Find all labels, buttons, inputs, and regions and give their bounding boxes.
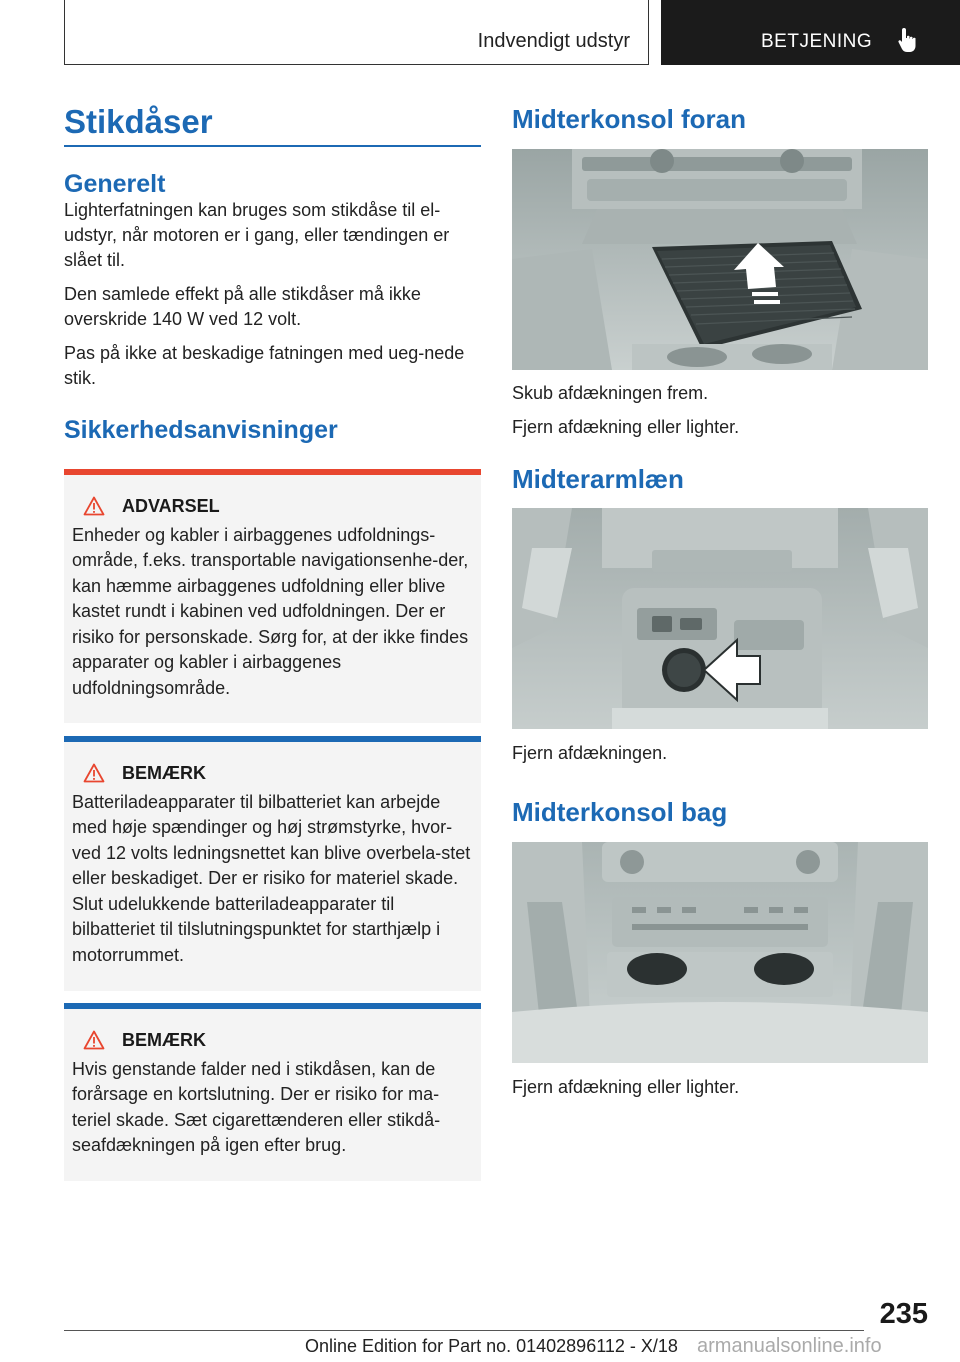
notice-2-label: BEMÆRK: [122, 1029, 206, 1050]
rear-console-step: Fjern afdækning eller lighter.: [512, 1077, 740, 1097]
armrest-heading: Midterarmlæn: [512, 464, 684, 494]
rear-console-heading: Midterkonsol bag: [512, 797, 728, 827]
warning-triangle-icon: [83, 496, 105, 516]
notice-1-box: [64, 742, 481, 991]
notice-1-label: BEMÆRK: [122, 762, 206, 783]
footer-rule: [64, 1330, 864, 1331]
general-heading: Generelt: [64, 169, 166, 198]
notice-1-title: [72, 763, 473, 784]
warning-title: [72, 496, 473, 517]
pointing-hand-icon: [897, 27, 919, 53]
armrest-step: Fjern afdækningen.: [512, 743, 668, 763]
right-column: [512, 100, 928, 1100]
notice-2-title: [72, 1030, 473, 1051]
page-title: Stikdåser: [64, 103, 213, 140]
notice-1-text: Batteriladeapparater til bilbatteriet kan arbejde med høje spændinger og høj strømstyrke, hvor-ved 12 volts ledningsnettet kan blive overbela-stet eller beskadiget. Der er risiko for materiel skade. Slut udelukkende batteriladeapparater til bilbatteriet til tilslutningspunktet for starthjælp i motorrummet.: [72, 791, 471, 965]
armrest-illustration: [512, 508, 928, 729]
left-column: [64, 100, 481, 1181]
rear-console-illustration: [512, 842, 928, 1063]
front-console-step-2: Fjern afdækning eller lighter.: [512, 417, 740, 437]
notice-2-text: Hvis genstande falder ned i stikdåsen, kan de forårsage en kortslutning. Der er risiko for ma-teriel skade. Sæt cigarettænderen eller stikdå-seafdækningen på igen efter brug.: [72, 1058, 441, 1155]
front-console-heading: Midterkonsol foran: [512, 104, 747, 134]
title-rule: [64, 145, 481, 147]
edition-text: Online Edition for Part no. 01402896112 - X/18: [305, 1336, 678, 1356]
header-section-tab: [64, 0, 649, 65]
chapter-title: BETJENING: [761, 31, 873, 52]
page-number: 235: [879, 1298, 928, 1330]
warning-label: ADVARSEL: [122, 495, 220, 516]
front-console-step-1: Skub afdækningen frem.: [512, 383, 709, 403]
header-chapter-tab[interactable]: [661, 0, 960, 65]
notice-2-box: [64, 1009, 481, 1181]
notice-triangle-icon: [83, 763, 105, 783]
watermark[interactable]: armanualsonline.info: [697, 1335, 882, 1357]
general-paragraph-3: Pas på ikke at beskadige fatningen med ueg-nede stik.: [64, 342, 465, 388]
safety-heading: Sikkerhedsanvisninger: [64, 415, 338, 444]
general-paragraph-1: Lighterfatningen kan bruges som stikdåse til el-udstyr, når motoren er i gang, eller tændingen er slået til.: [64, 199, 450, 270]
front-console-illustration: [512, 149, 928, 370]
warning-box: [64, 475, 481, 723]
warning-text: Enheder og kabler i airbaggenes udfoldnings-område, f.eks. transportable navigationsenhe-der, kan hæmme airbaggenes udfoldning eller blive kastet rundt i kabinen ved udfoldningen. Der er risiko for personskade. Sørg for, at der ikke findes apparater og kabler i airbaggenes udfoldningsområde.: [72, 524, 469, 698]
section-title: Indvendigt udstyr: [477, 30, 630, 52]
notice-triangle-icon: [83, 1030, 105, 1050]
general-paragraph-2: Den samlede effekt på alle stikdåser må ikke overskride 140 W ved 12 volt.: [64, 283, 421, 329]
